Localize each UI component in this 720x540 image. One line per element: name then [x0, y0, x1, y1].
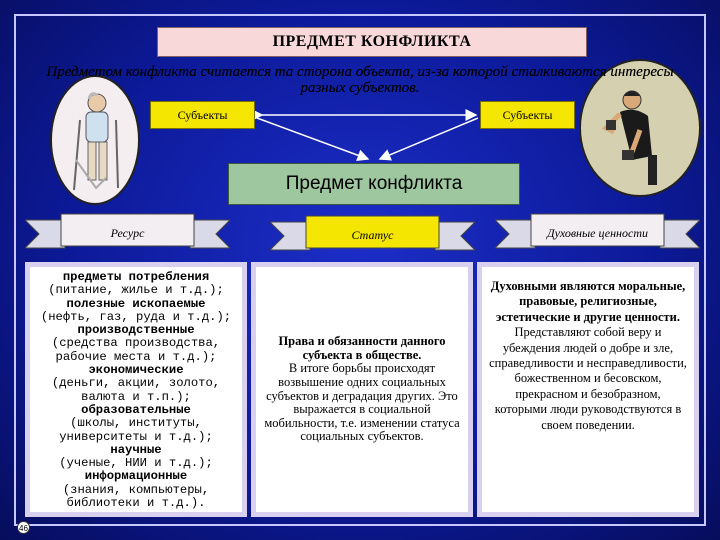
- page-title: ПРЕДМЕТ КОНФЛИКТА: [157, 27, 587, 57]
- ribbon-resource: [25, 212, 230, 256]
- resource-line: производственные: [77, 323, 195, 338]
- intro-text: Предметом конфликта считается та сторона объекта, из-за которой сталкиваются интересы разных субъектов.: [46, 64, 674, 96]
- resource-line: (школы, институты,: [70, 416, 202, 431]
- resource-box: [25, 262, 247, 517]
- center-subject-box: Предмет конфликта: [228, 163, 520, 205]
- resource-line: валюта и т.п.);: [81, 389, 191, 404]
- resource-line: (ученые, НИИ и т.д.);: [59, 456, 213, 471]
- status-bold-text: Права и обязанности данного субъекта в обществе.: [278, 334, 446, 362]
- subject-right: Субъекты: [480, 101, 575, 129]
- status-box: [251, 262, 473, 517]
- resource-line: рабочие места и т.д.);: [55, 349, 217, 364]
- resource-line: образовательные: [81, 402, 191, 417]
- values-bold-text: Духовными являются моральные, правовые, религиозные, эстетические и другие ценности.: [490, 279, 686, 324]
- resource-line: информационные: [84, 469, 188, 484]
- ribbon-status: [270, 212, 475, 256]
- arrow-right-to-center: [380, 118, 478, 159]
- status-text: В итоге борьбы происходят возвышение одних социальных субъектов и деградация других. Это выражается в социальной мобильности, т.е. изменении статуса социальных субъектов.: [264, 361, 460, 444]
- resource-line: (питание, жилье и т.д.);: [48, 283, 224, 298]
- resource-line: библиотеки и т.д.).: [66, 496, 206, 511]
- ribbon-resource-label: Ресурс: [110, 225, 145, 240]
- ribbon-values-label: Духовные ценности: [547, 225, 648, 240]
- ribbon-status-label: Статус: [351, 227, 394, 242]
- values-box: [477, 262, 699, 517]
- resource-list: [36, 271, 236, 510]
- resource-line: (деньги, акции, золото,: [51, 376, 221, 391]
- subject-left: Субъекты: [150, 101, 255, 129]
- resource-line: (средства производства,: [51, 336, 221, 351]
- page-number: 46: [17, 521, 30, 534]
- arrow-left-to-center: [257, 118, 368, 159]
- resource-line: университеты и т.д.);: [59, 429, 213, 444]
- resource-line: экономические: [88, 363, 184, 378]
- resource-line: (знания, компьютеры,: [62, 482, 210, 497]
- resource-line: предметы потребления: [62, 270, 210, 284]
- values-text: Представляют собой веру и убеждения людей о добре и зле, справедливости и несправедливости, божественном и бесовском, прекрасном и безобразном, которыми люди руководствуются в своем поведении.: [489, 325, 687, 432]
- resource-line: (нефть, газ, руда и т.д.);: [40, 309, 232, 324]
- resource-line: полезные ископаемые: [66, 296, 206, 311]
- resource-line: научные: [110, 442, 162, 457]
- ribbon-values: [495, 212, 700, 256]
